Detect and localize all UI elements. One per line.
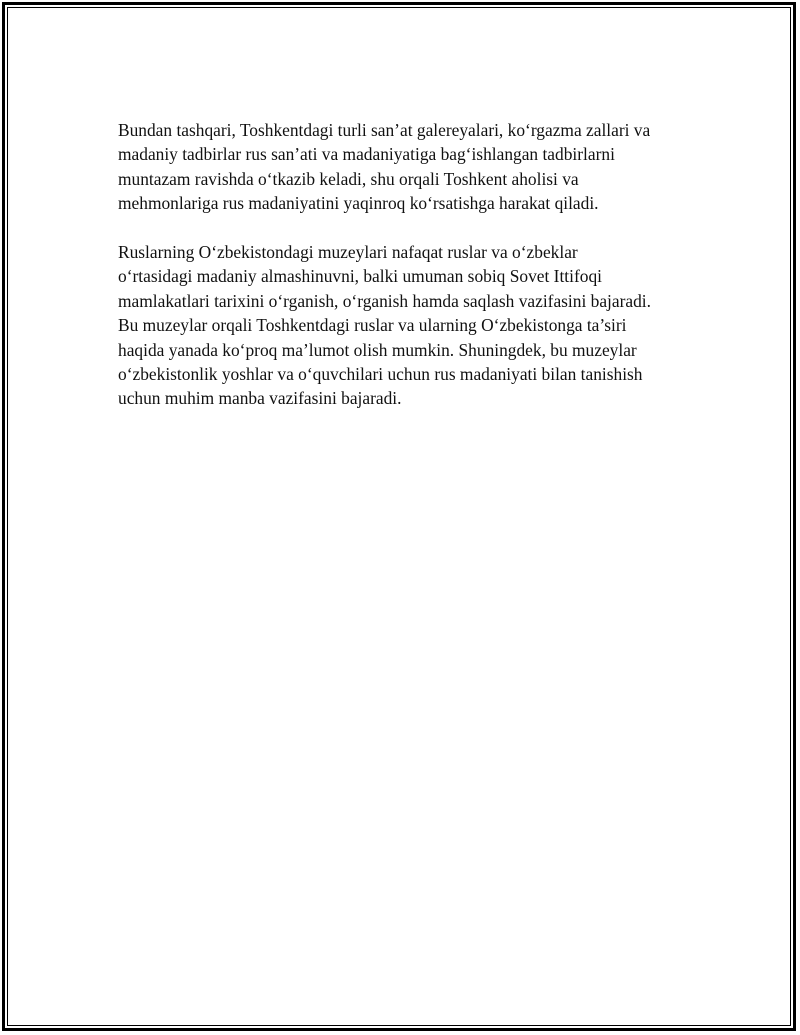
text-line: o‘rtasidagi madaniy almashinuvni, balki umuman sobiq Sovet Ittifoqi (118, 266, 602, 287)
text-line: Bu muzeylar orqali Toshkentdagi ruslar va ularning O‘zbekistonga ta’siri (118, 315, 627, 336)
text-line: muntazam ravishda o‘tkazib keladi, shu orqali Toshkent aholisi va (118, 168, 579, 189)
paragraph-1 (118, 118, 708, 216)
text-line: Bundan tashqari, Toshkentdagi turli san’at galereyalari, ko‘rgazma zallari va (118, 120, 651, 140)
document-body (118, 118, 708, 435)
text-line: haqida yanada ko‘proq ma’lumot olish mumkin. Shuningdek, bu muzeylar (118, 339, 637, 360)
paragraph-2 (118, 240, 708, 411)
text-line: madaniy tadbirlar rus san’ati va madaniyatiga bag‘ishlangan tadbirlarni (118, 144, 615, 165)
text-line: mehmonlariga rus madaniyatini yaqinroq ko‘rsatishga harakat qiladi. (118, 193, 599, 214)
text-line: uchun muhim manba vazifasini bajaradi. (118, 388, 402, 409)
text-line: Ruslarning O‘zbekistondagi muzeylari nafaqat ruslar va o‘zbeklar (118, 242, 578, 263)
text-line: o‘zbekistonlik yoshlar va o‘quvchilari uchun rus madaniyati bilan tanishish (118, 364, 643, 385)
text-line: mamlakatlari tarixini o‘rganish, o‘rganish hamda saqlash vazifasini bajaradi. (118, 290, 651, 311)
